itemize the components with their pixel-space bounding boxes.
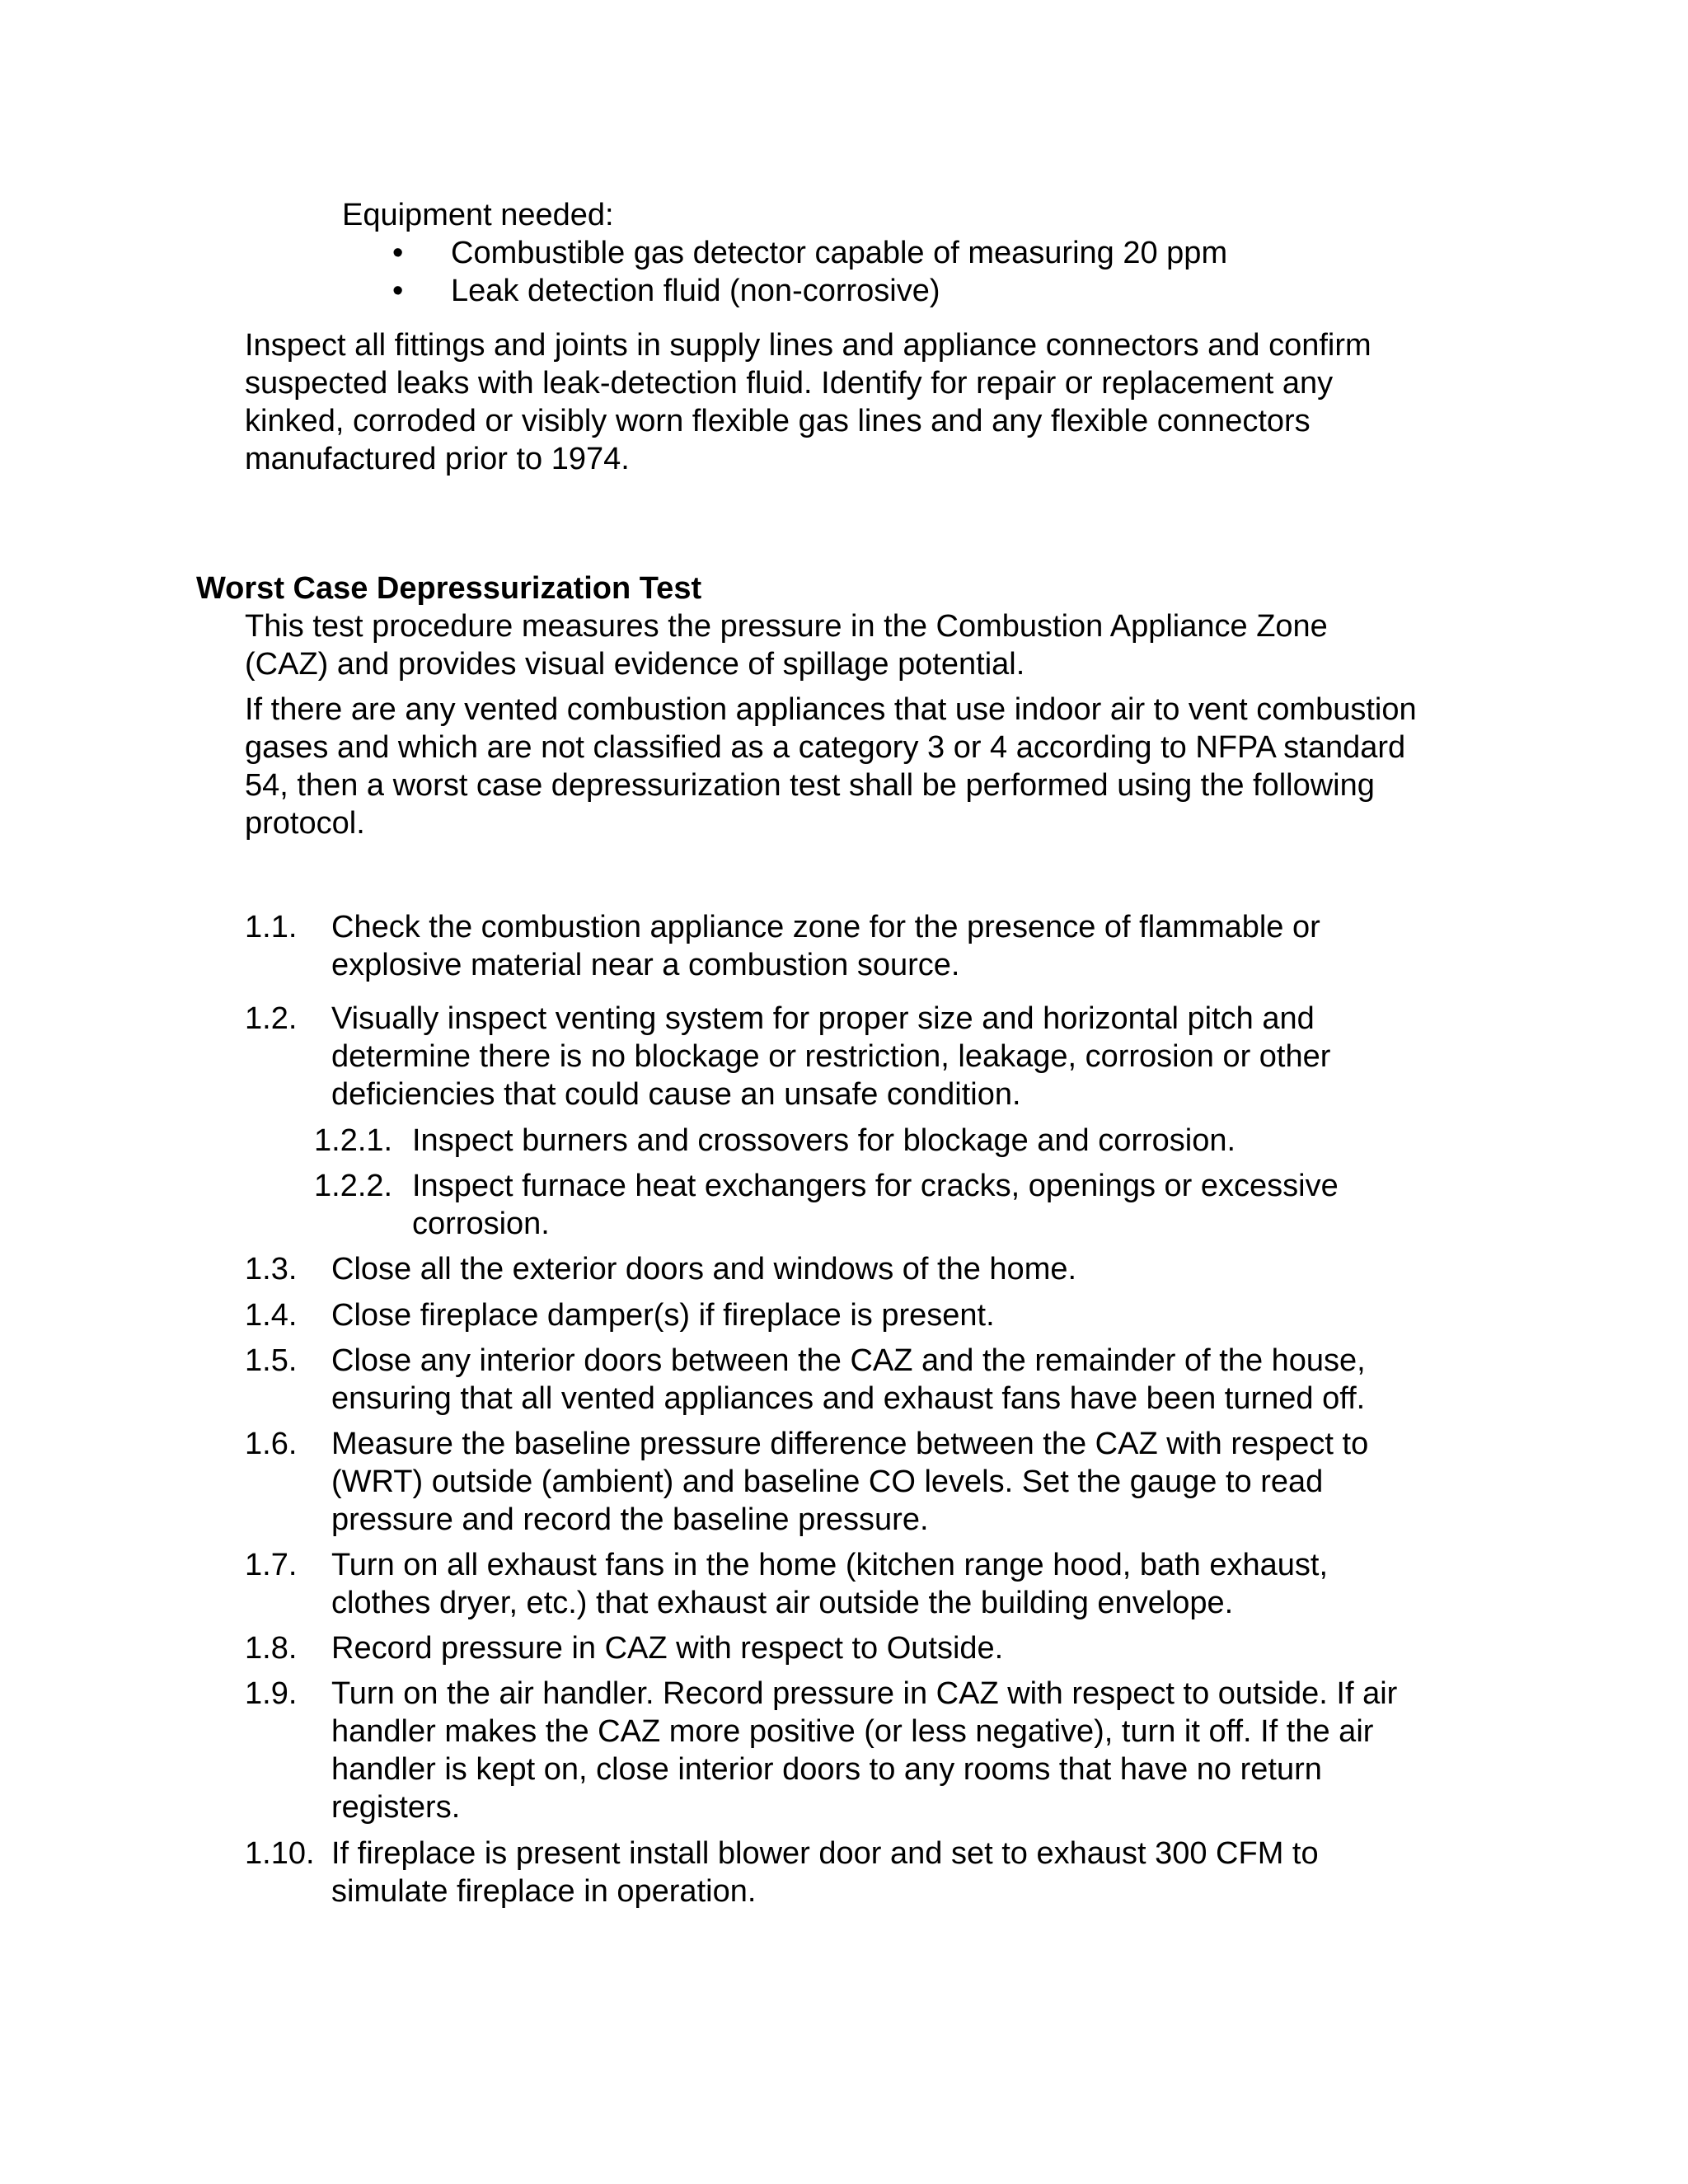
step-number: 1.1.: [245, 910, 298, 944]
intro-line: If there are any vented combustion appliances that use indoor air to vent combustion: [245, 692, 1417, 727]
step-line: explosive material near a combustion source.: [331, 948, 960, 982]
step-number: 1.6.: [245, 1427, 298, 1461]
step-number: 1.2.2.: [314, 1169, 393, 1203]
step-number: 1.2.: [245, 1001, 298, 1036]
paragraph-line: suspected leaks with leak-detection fluid. Identify for repair or replacement any: [245, 366, 1334, 401]
step-line: determine there is no blockage or restriction, leakage, corrosion or other: [331, 1039, 1331, 1074]
step-line: pressure and record the baseline pressure.: [331, 1502, 929, 1537]
step-line: registers.: [331, 1790, 461, 1825]
bullet-icon: •: [392, 274, 404, 308]
step-line: Close fireplace damper(s) if fireplace is present.: [331, 1298, 995, 1333]
step-line: (WRT) outside (ambient) and baseline CO levels. Set the gauge to read: [331, 1465, 1324, 1499]
intro-line: This test procedure measures the pressure in the Combustion Appliance Zone: [245, 609, 1328, 644]
intro-line: (CAZ) and provides visual evidence of spillage potential.: [245, 647, 1025, 682]
bullet-icon: •: [392, 236, 404, 270]
intro-line: protocol.: [245, 806, 365, 841]
equipment-item: Leak detection fluid (non-corrosive): [451, 274, 940, 308]
step-number: 1.10.: [245, 1836, 315, 1871]
step-number: 1.5.: [245, 1343, 298, 1378]
intro-line: gases and which are not classified as a category 3 or 4 according to NFPA standard: [245, 730, 1406, 765]
step-line: Turn on the air handler. Record pressure in CAZ with respect to outside. If air: [331, 1676, 1398, 1711]
step-number: 1.4.: [245, 1298, 298, 1333]
step-line: Turn on all exhaust fans in the home (kitchen range hood, bath exhaust,: [331, 1548, 1329, 1582]
step-number: 1.2.1.: [314, 1123, 393, 1158]
step-number: 1.9.: [245, 1676, 298, 1711]
paragraph-line: Inspect all fittings and joints in supply lines and appliance connectors and confirm: [245, 328, 1372, 363]
equipment-item: Combustible gas detector capable of measuring 20 ppm: [451, 236, 1228, 270]
step-line: Inspect burners and crossovers for blockage and corrosion.: [412, 1123, 1236, 1158]
step-line: ensuring that all vented appliances and exhaust fans have been turned off.: [331, 1381, 1366, 1416]
step-line: Close all the exterior doors and windows of the home.: [331, 1252, 1077, 1286]
step-line: handler makes the CAZ more positive (or less negative), turn it off. If the air: [331, 1714, 1374, 1749]
step-line: handler is kept on, close interior doors to any rooms that have no return: [331, 1752, 1322, 1787]
step-number: 1.8.: [245, 1631, 298, 1666]
step-line: Record pressure in CAZ with respect to Outside.: [331, 1631, 1004, 1666]
step-line: simulate fireplace in operation.: [331, 1874, 757, 1909]
step-line: deficiencies that could cause an unsafe condition.: [331, 1077, 1021, 1112]
step-line: If fireplace is present install blower door and set to exhaust 300 CFM to: [331, 1836, 1319, 1871]
step-line: Check the combustion appliance zone for the presence of flammable or: [331, 910, 1320, 944]
step-line: clothes dryer, etc.) that exhaust air outside the building envelope.: [331, 1586, 1234, 1620]
intro-line: 54, then a worst case depressurization test shall be performed using the following: [245, 768, 1375, 803]
step-line: corrosion.: [412, 1207, 550, 1241]
step-line: Measure the baseline pressure difference between the CAZ with respect to: [331, 1427, 1369, 1461]
step-line: Inspect furnace heat exchangers for cracks, openings or excessive: [412, 1169, 1339, 1203]
paragraph-line: manufactured prior to 1974.: [245, 442, 630, 476]
step-line: Visually inspect venting system for proper size and horizontal pitch and: [331, 1001, 1315, 1036]
equipment-label: Equipment needed:: [342, 198, 614, 232]
paragraph-line: kinked, corroded or visibly worn flexible gas lines and any flexible connectors: [245, 404, 1311, 438]
step-number: 1.7.: [245, 1548, 298, 1582]
step-number: 1.3.: [245, 1252, 298, 1286]
section-title: Worst Case Depressurization Test: [196, 571, 702, 606]
step-line: Close any interior doors between the CAZ and the remainder of the house,: [331, 1343, 1366, 1378]
